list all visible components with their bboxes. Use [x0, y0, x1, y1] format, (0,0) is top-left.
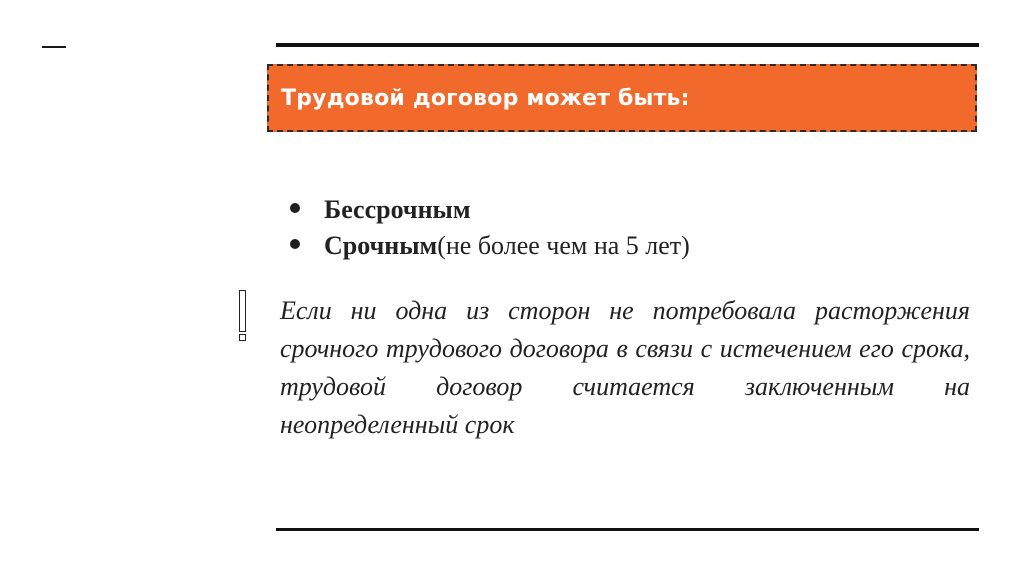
title-banner: [267, 64, 977, 132]
exclamation-mark-icon: [239, 290, 246, 342]
bullet-dot-icon: [290, 203, 300, 213]
bullet-detail: (не более чем на 5 лет): [437, 231, 690, 260]
slide-title: Трудовой договор может быть:: [281, 85, 690, 111]
bullet-term: Срочным: [324, 231, 438, 260]
note-paragraph: Если ни одна из сторон не потребовала расторжения срочного трудового договора в связи с истечением его срока, трудовой договор считается заключенным на неопределенный срок: [280, 296, 970, 439]
exclamation-dot: [239, 334, 246, 341]
list-item: [290, 192, 690, 228]
top-rule: [276, 43, 979, 47]
list-item: [290, 228, 690, 264]
bullet-term: Бессрочным: [324, 195, 471, 224]
exclamation-bar: [239, 290, 246, 332]
bottom-rule: [276, 528, 979, 531]
bullet-list: [290, 192, 690, 264]
corner-dash-decoration: [42, 46, 66, 48]
bullet-dot-icon: [290, 239, 300, 249]
